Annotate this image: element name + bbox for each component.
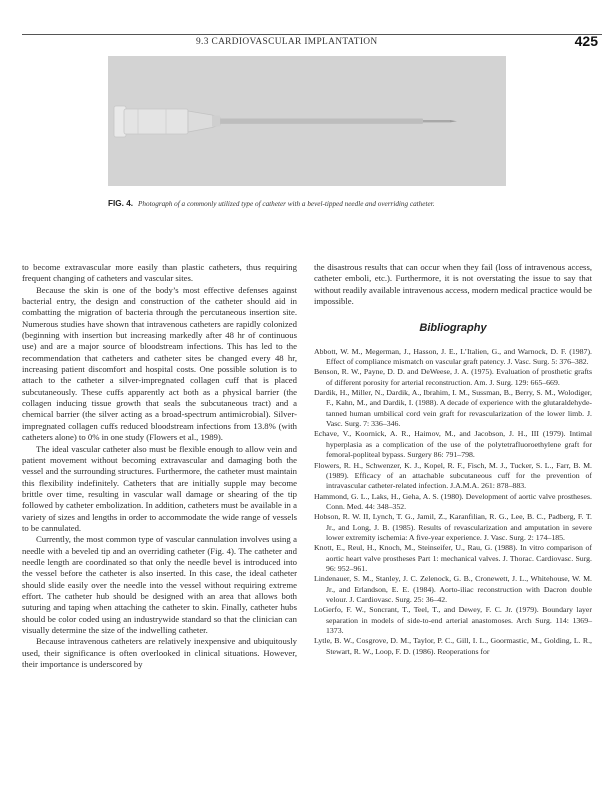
figure-label: FIG. 4. (108, 199, 134, 208)
catheter-tube (218, 119, 423, 124)
bibliography-entry: Abbott, W. M., Megerman, J., Hasson, J. E., L’Italien, G., and Warnock, D. F. (1987). Effect of compliance mismatch on vascular graft patency. J. Vasc. Surg. 5: 376–382. (314, 346, 592, 367)
body-paragraph: The ideal vascular catheter also must be flexible enough to allow vein and patient movement without becoming extravascular and damaging both the vessel and the surrounding structures. Furthermore, the catheter must maintain this flexibility indefinitely. Catheters that are initially supple may become brittle over time, resulting in vascular wall damage or shearing of the tip followed by catheter embolization. In addition, catheters must be available in a variety of sizes and lengths in order to accommodate the wide range of vessels to be cannulated. (22, 443, 297, 533)
page-number: 425 (574, 33, 598, 49)
left-column (22, 262, 297, 670)
bibliography-entry: Hammond, G. L., Laks, H., Geha, A. S. (1980). Development of aortic valve prostheses. Conn. Med. 44: 348–352. (314, 491, 592, 511)
running-head: 9.3 CARDIOVASCULAR IMPLANTATION (196, 37, 378, 47)
bibliography-entry: Flowers, R. H., Schwenzer, K. J., Kopel, R. F., Fisch, M. J., Tucker, S. L., Farr, B. M. (1989). Efficacy of an attachable subcutaneous cuff for the prevention of intravascular catheter-related infection. J.A.M.A. 261: 878–883. (314, 460, 592, 491)
figure-caption-text: Photograph of a commonly utilized type of catheter with a bevel-tipped needle and overriding catheter. (138, 200, 435, 208)
body-paragraph: Currently, the most common type of vascular cannulation involves using a needle with a beveled tip and an overriding catheter (Fig. 4). The catheter and needle length are coordinated so that only the needle bevel is introduced into the vessel before the catheter is also inserted. In this case, the ideal catheter should slide easily over the needle into the vessel without requiring extreme effort. The catheter hub should be designed with an area that allows both suturing and taping when attaching the catheter to skin. Finally, catheter hubs should be color coded using an industrywide standard so that the clinician can visually determine the size of the indwelling catheter. (22, 534, 297, 635)
catheter-illustration (108, 56, 506, 186)
catheter-hub-body (124, 109, 188, 134)
catheter-photograph (108, 56, 506, 186)
bibliography-entry: Benson, R. W., Payne, D. D. and DeWeese, J. A. (1975). Evaluation of prosthetic grafts of different porosity for arterial reconstruction. Am. J. Surg. 129: 665–669. (314, 367, 592, 387)
hub-collar (212, 116, 220, 127)
body-paragraph: Because intravenous catheters are relatively inexpensive and ubiquitously used, their significance is often overlooked in clinical situations. However, their importance is underscored by (22, 636, 297, 670)
body-paragraph: Because the skin is one of the body’s most effective defenses against bacterial entry, the design and construction of the catheter should aid in combatting the migration of bacteria through the percutaneous insertion site. Numerous studies have shown that intravenous catheters are rapidly colonized (beginning with insertion but increasing markedly after 48 hr of continuous use) and are a major source of bloodstream infections. This has led to the recommendation that catheters and catheter sites be changed every 48 hr, increasing patient discomfort and hospital costs. One possible solution is to attach to the catheter a silver-impregnated collagen cuff that is placed subcutaneously. These cuffs apparently act both as a physical barrier (the collagen inducing tissue growth that seals the subcutaneous tract) and a chemical barrier (the silver acting as a broad-spectrum antimicrobial). Silver-impregnated collagen cuffs reduced bloodstream infections from 13.8% (with catheters alone) to 0% in one study (Flowers et al., 1989). (22, 284, 297, 443)
bibliography-list (314, 347, 592, 657)
bibliography-entry: Hobson, R. W. II, Lynch, T. G., Jamil, Z., Karanfilian, R. G., Lee, B. C., Padberg, F. T. Jr., and Long, J. B. (1985). Results of revascularization and amputation in severe lower extremity ischemia: A five-year experience. J. Vasc. Surg. 2: 174–185. (314, 512, 592, 542)
body-paragraph: the disastrous results that can occur when they fail (loss of intravenous access, catheter emboli, etc.). Furthermore, it is not overstating the issue to say that without readily available intravenous access, modern medical practice would be impossible. (314, 262, 592, 307)
bibliography-entry: Lindenauer, S. M., Stanley, J. C. Zelenock, G. B., Cronewett, J. L., Whitehouse, W. M. Jr., and Erlandson, E. E. (1984). Aorto-iliac reconstruction with Dacron double velour. J. Cardiovasc. Surg. 25: 36–42. (314, 574, 592, 604)
right-column (314, 262, 592, 657)
bibliography-entry: Knott, E., Reul, H., Knoch, M., Steinseifer, U., Rau, G. (1988). In vitro comparison of aortic heart valve prostheses Part 1: mechanical valves. J. Thorac. Cardiovasc. Surg. 96: 952–961. (314, 543, 592, 573)
bibliography-entry: Echave, V., Koornick, A. R., Haimov, M., and Jacobson, J. H., III (1979). Intimal hyperplasia as a complication of the use of the polytetrafluoroethylene graft for femoral-popliteal bypass. Surgery 86: 791–798. (314, 429, 592, 460)
figure-caption (108, 199, 508, 210)
bibliography-entry: Lytle, B. W., Cosgrove, D. M., Taylor, P. C., Gill, I. L., Goormastic, M., Golding, L. R., Stewart, R. W., Loop, F. D. (1986). Reoperations for (314, 636, 592, 656)
bibliography-entry: LoGerfo, F. W., Soncrant, T., Teel, T., and Dewey, F. C. Jr. (1979). Boundary layer separation in models of side-to-end arterial anastomoses. Arch Surg. 114: 1369–1373. (314, 605, 592, 635)
header-rule (22, 34, 602, 35)
bibliography-entry: Dardik, H., Miller, N., Dardik, A., Ibrahim, I. M., Sussman, B., Berry, S. M., Wolodiger, F., Kahn, M., and Dardik, I. (1988). A decade of experience with the glutaraldehyde-tanned human umbilical cord vein graft for revascularization of the lower limb. J. Vasc. Surg. 7: 336–346. (314, 388, 592, 429)
bibliography-heading: Bibliography (419, 322, 487, 335)
body-paragraph: to become extravascular more easily than plastic catheters, thus requiring frequent changing of catheters and vascular sites. (22, 262, 297, 284)
